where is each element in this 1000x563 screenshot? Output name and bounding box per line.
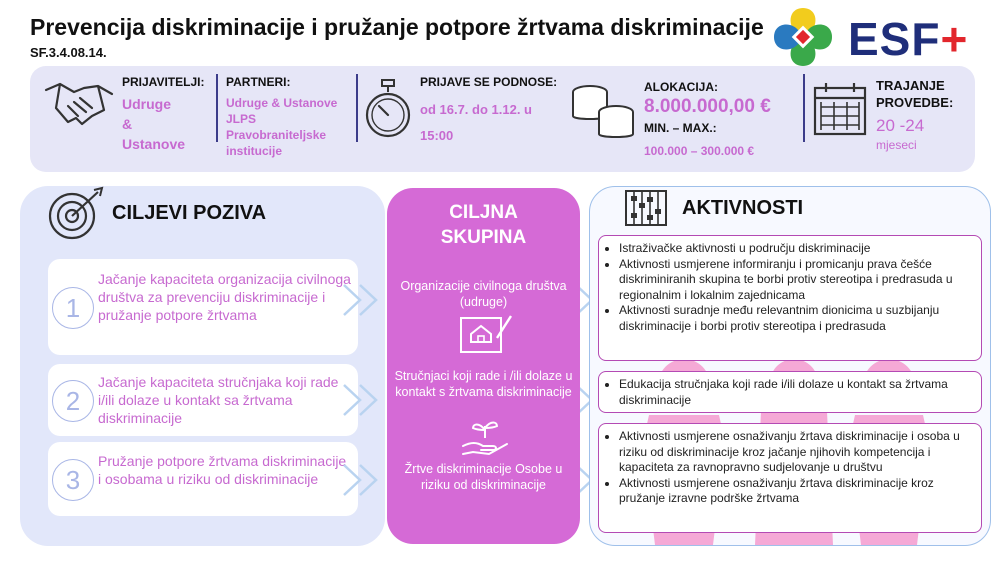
calendar-icon [812, 80, 868, 138]
goal-text: Jačanje kapaciteta organizacija civilnoga društva za prevenciju diskriminacije i pružanje potpore žrtvama [98, 271, 351, 323]
page-title: Prevencija diskriminacije i pružanje potpore žrtvama diskriminacije [30, 14, 764, 40]
chevron-right-icon [340, 282, 390, 318]
call-code: SF.3.4.08.14. [30, 45, 107, 60]
goal-text: Pružanje potpore žrtvama diskriminacije i osobama u riziku od diskriminacije [98, 453, 347, 487]
submission-value-2: 15:00 [420, 128, 454, 143]
partners-value-2: JLPS [226, 112, 257, 126]
partners-label: PARTNERI: [226, 75, 291, 89]
activity-item: • Aktivnosti usmjerene osnaživanju žrtava diskriminacije i osoba u riziku od diskriminacije kroz jačanje njihovih kompetencija i kapaciteta za ravnopravno sudjelovanje u društvu [619, 429, 975, 476]
minmax-value: 100.000 – 300.000 € [644, 144, 755, 158]
chevron-right-icon [340, 382, 390, 418]
target-group-title: CILJNA SKUPINA [440, 202, 527, 248]
duration-label-2: PROVEDBE: [876, 95, 954, 110]
goals-title: CILJEVI POZIVA [112, 202, 267, 224]
goal-number: 1 [52, 287, 94, 329]
applicants-value-3: Ustanove [122, 136, 186, 152]
activities-title: AKTIVNOSTI [682, 197, 804, 219]
hand-with-plant-icon [459, 418, 511, 458]
esf-logo-text: ESF+ [848, 13, 969, 65]
house-plan-icon [457, 312, 513, 356]
activities-panel [589, 186, 991, 546]
activity-item: • Istraživačke aktivnosti u području diskriminacije [619, 241, 975, 257]
duration-label-1: TRAJANJE [876, 78, 945, 93]
goal-card-2 [48, 364, 358, 436]
allocation-label: ALOKACIJA: [644, 80, 718, 94]
partners-value-3: Pravobraniteljske [226, 128, 327, 142]
stopwatch-icon [364, 78, 412, 140]
activity-item: • Edukacija stručnjaka koji rade i/ili dolaze u kontakt sa žrtvama diskriminacije [619, 377, 975, 408]
activity-item: • Aktivnosti usmjerene informiranju i promicanju prava češće diskriminiranih skupina te borbi protiv stereotipa i predrasuda u regionalnim i lokalnim zajednicama [619, 257, 975, 304]
goals-panel [20, 186, 385, 546]
duration-value: 20 -24 [876, 116, 925, 135]
coin-stack-icon [570, 82, 638, 140]
goal-number: 2 [52, 380, 94, 422]
target-icon [46, 186, 106, 242]
abacus-icon [624, 189, 668, 227]
activity-box-1 [598, 235, 982, 361]
applicants-value-2: & [122, 116, 133, 132]
goal-card-3 [48, 442, 358, 516]
submission-label: PRIJAVE SE PODNOSE: [420, 75, 558, 89]
goal-card-1 [48, 259, 358, 355]
activity-item: • Aktivnosti usmjerene osnaživanju žrtava diskriminacije kroz pružanje izravne podrške žrtvama [619, 476, 975, 507]
target-group-1: Organizacije civilnoga društva (udruge) [400, 279, 567, 309]
applicants-value-1: Udruge [122, 96, 171, 112]
partners-value-4: institucije [226, 144, 283, 158]
handshake-icon [44, 78, 114, 130]
goal-text: Jačanje kapaciteta stručnjaka koji rade i/ili dolaze u kontakt sa žrtvama diskriminacije [98, 374, 339, 426]
activity-box-2 [598, 371, 982, 413]
target-group-panel [387, 188, 580, 544]
minmax-label: MIN. – MAX.: [644, 121, 717, 135]
divider [803, 74, 805, 142]
divider [356, 74, 358, 142]
goal-number: 3 [52, 459, 94, 501]
partners-value-1: Udruge & Ustanove [226, 96, 338, 110]
target-group-2: Stručnjaci koji rade i /ili dolaze u kontakt s žrtvama diskriminacije [394, 369, 573, 399]
activity-box-3 [598, 423, 982, 533]
duration-unit: mjeseci [876, 138, 917, 152]
chevron-right-icon [340, 462, 390, 498]
applicants-label: PRIJAVITELJI: [122, 75, 205, 89]
divider [216, 74, 218, 142]
info-bar [30, 66, 975, 172]
esf-logo-mark-icon [768, 2, 838, 72]
activity-item: • Aktivnosti suradnje među relevantnim dionicima u suzbijanju diskriminacije i borbi protiv stereotipa i predrasuda [619, 303, 975, 334]
target-group-3: Žrtve diskriminacije Osobe u riziku od diskriminacije [404, 462, 563, 492]
allocation-value: 8.000.000,00 € [644, 96, 771, 117]
submission-value-1: od 16.7. do 1.12. u [420, 102, 532, 117]
